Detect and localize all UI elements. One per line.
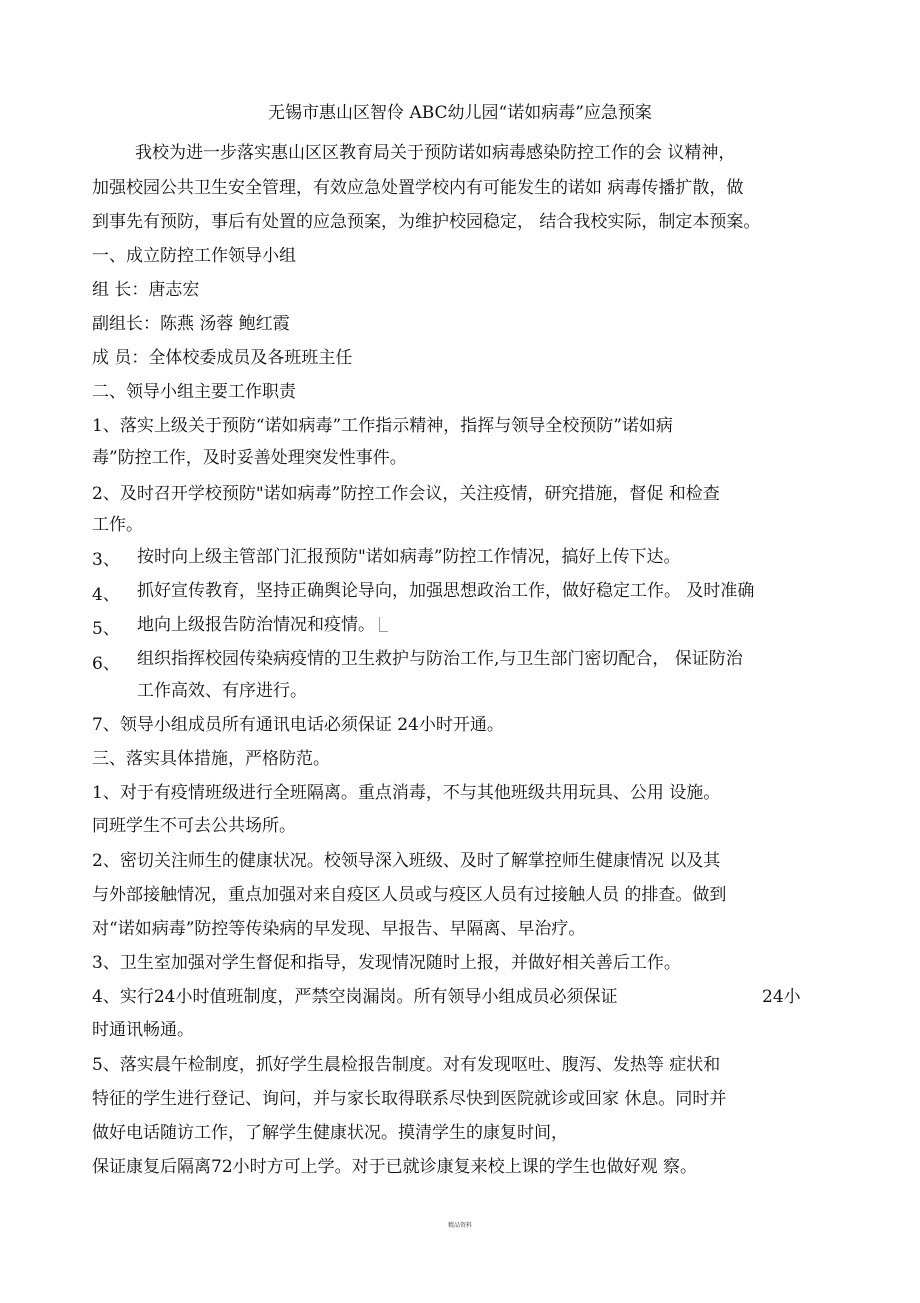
measure-3: 3、卫生室加强对学生督促和指导，发现情况随时上报，并做好相关善后工作。 (92, 953, 681, 973)
measure-2-line-1: 2、密切关注师生的健康状况。校领导深入班级、及时了解掌控师生健康情况 以及其 (92, 851, 721, 871)
measure-2-line-3: 对“诺如病毒”防控等传染病的早发现、早报告、早隔离、早治疗。 (92, 919, 586, 939)
duty-6-line-2: 工作高效、有序进行。 (137, 681, 307, 701)
text-cursor-icon (379, 617, 388, 632)
duty-7: 7、领导小组成员所有通讯电话必须保证 24小时开通。 (92, 715, 504, 735)
measure-5-line-2: 特征的学生进行登记、询问，并与家长取得联系尽快到医院就诊或回家 休息。同时并 (92, 1089, 727, 1109)
duty-3-number: 3、 (92, 550, 120, 570)
document-title: 无锡市惠山区智伶 ABC幼儿园“诺如病毒”应急预案 (268, 103, 652, 123)
duty-4-number: 4、 (92, 585, 120, 605)
measure-1-line-1: 1、对于有疫情班级进行全班隔离。重点消毒，不与其他班级共用玩具、公用 设施。 (92, 783, 721, 803)
duty-4-text-continued-content: 地向上级报告防治情况和疫情。 (137, 615, 375, 635)
duty-4-text: 抓好宣传教育，坚持正确舆论导向，加强思想政治工作，做好稳定工作。 及时准确 (137, 581, 755, 601)
duty-6-line-1: 组织指挥校园传染病疫情的卫生救护与防治工作,与卫生部门密切配合， 保证防治 (137, 649, 743, 669)
group-members: 成 员：全体校委成员及各班班主任 (92, 348, 353, 368)
measure-5-line-4: 保证康复后隔离72小时方可上学。对于已就诊康复来校上课的学生也做好观 察。 (92, 1157, 698, 1177)
measure-1-line-2: 同班学生不可去公共场所。 (92, 816, 296, 836)
section-3-heading: 三、落实具体措施，严格防范。 (92, 749, 330, 769)
duty-2-line-2: 工作。 (92, 515, 143, 535)
duty-2-line-1: 2、及时召开学校预防"诺如病毒”防控工作会议，关注疫情，研究措施，督促 和检查 (92, 484, 720, 504)
measure-2-line-2: 与外部接触情况，重点加强对来自疫区人员或与疫区人员有过接触人员 的排查。做到 (92, 885, 727, 905)
measure-5-line-1: 5、落实晨午检制度，抓好学生晨检报告制度。对有发现呕吐、腹泻、发热等 症状和 (92, 1055, 721, 1075)
duty-6-number: 6、 (92, 654, 120, 674)
duty-1-line-1: 1、落实上级关于预防“诺如病毒”工作指示精神，指挥与领导全校预防”诺如病 (92, 416, 673, 436)
section-2-heading: 二、领导小组主要工作职责 (92, 382, 296, 402)
duty-4-text-continued (137, 614, 388, 636)
intro-line-3: 到事先有预防，事后有处置的应急预案，为维护校园稳定， 结合我校实际，制定本预案。 (92, 212, 761, 232)
duty-5-number: 5、 (92, 619, 120, 639)
group-leader: 组 长：唐志宏 (92, 280, 200, 300)
intro-line-2: 加强校园公共卫生安全管理，有效应急处置学校内有可能发生的诺如 病毒传播扩散，做 (92, 178, 744, 198)
section-1-heading: 一、成立防控工作领导小组 (92, 246, 296, 266)
page-footer: 精品资料 (447, 1222, 472, 1229)
measure-4-hours: 24小 (762, 987, 801, 1007)
intro-line-1: 我校为进一步落实惠山区区教育局关于预防诺如病毒感染防控工作的会 议精神， (135, 143, 736, 163)
duty-3-text: 按时向上级主管部门汇报预防"诺如病毒”防控工作情况，搞好上传下达。 (137, 547, 681, 567)
group-deputy: 副组长：陈燕 汤蓉 鲍红霞 (92, 314, 290, 334)
measure-5-line-3: 做好电话随访工作，了解学生健康状况。摸清学生的康复时间， (92, 1123, 568, 1143)
measure-4-line-2: 时通讯畅通。 (92, 1020, 194, 1040)
measure-4-line-1: 4、实行24小时值班制度，严禁空岗漏岗。所有领导小组成员必须保证 (92, 987, 618, 1007)
duty-1-line-2: 毒”防控工作，及时妥善处理突发性事件。 (92, 448, 407, 468)
